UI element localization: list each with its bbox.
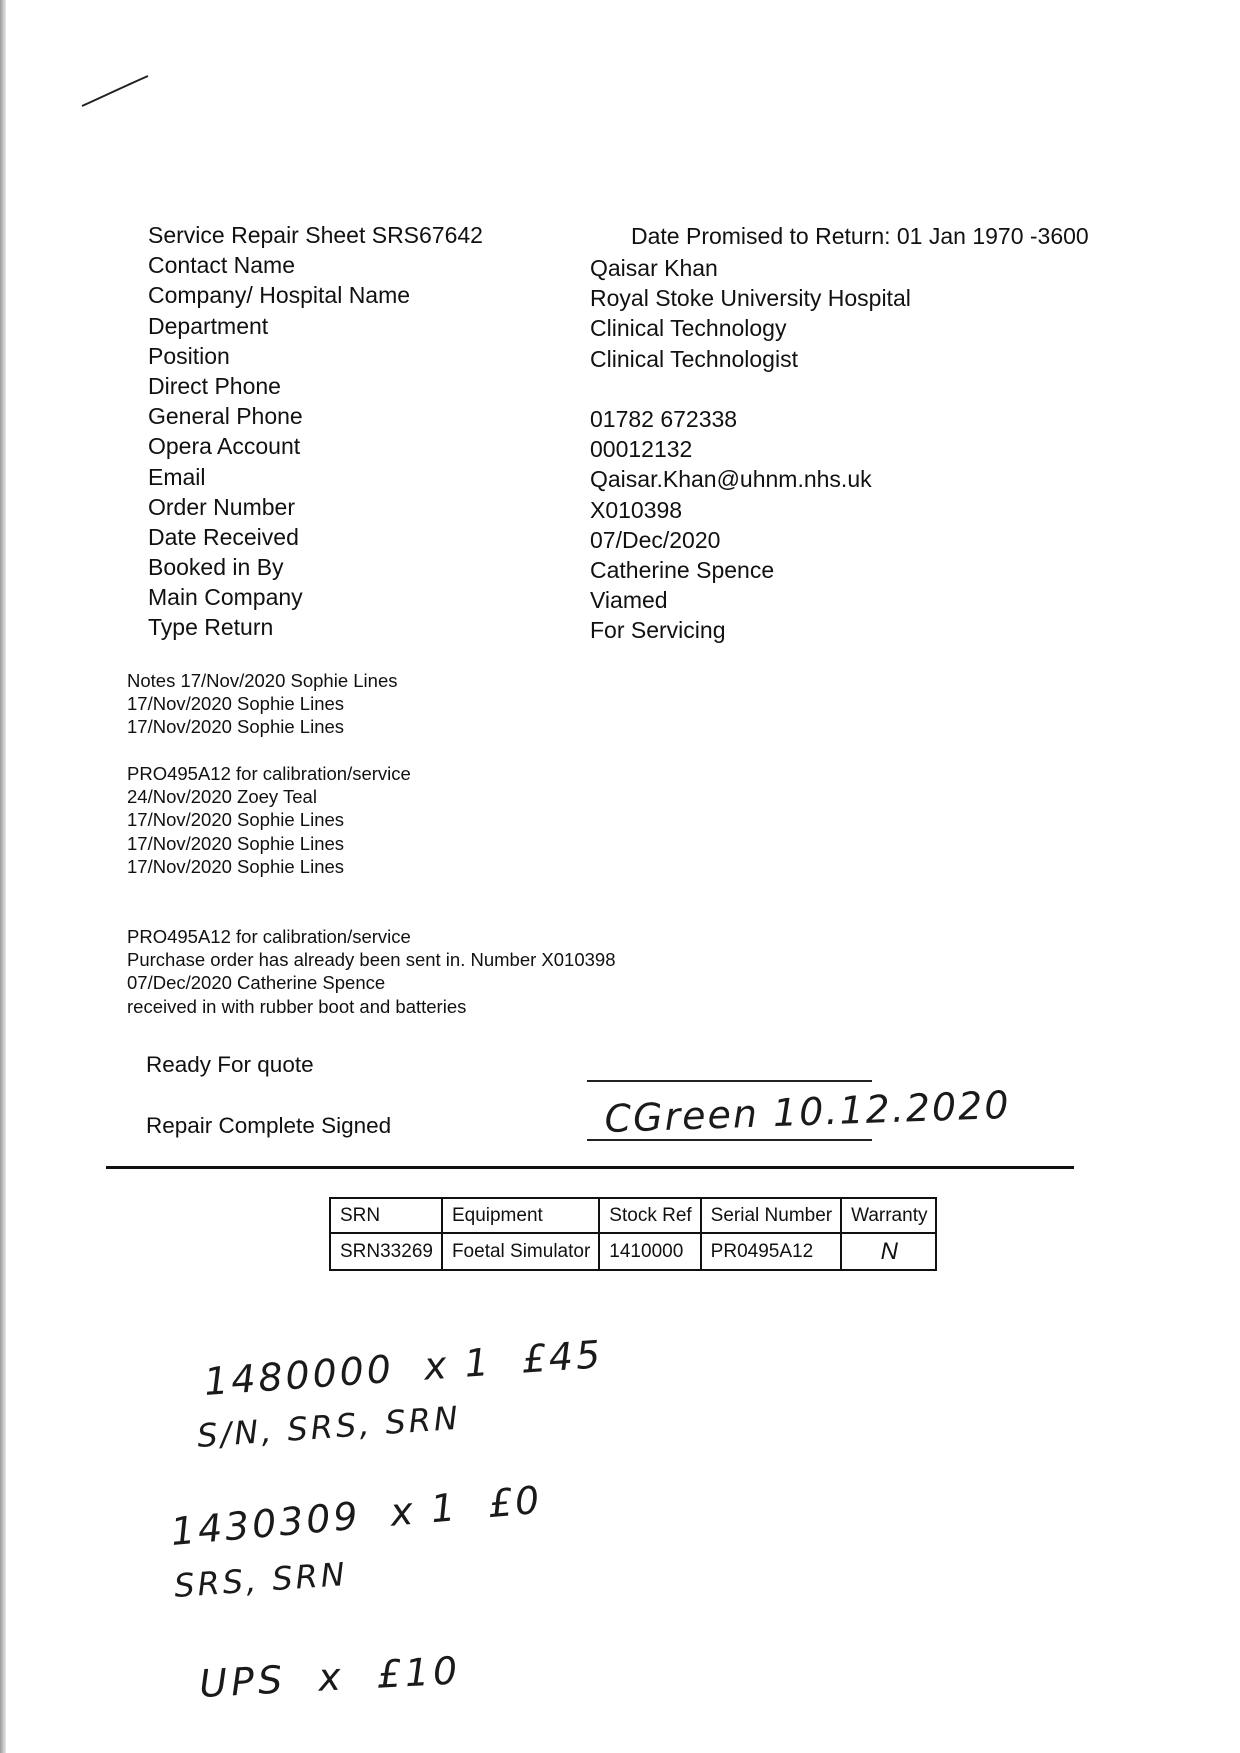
repair-signature: CGreen 10.12.2020 (603, 1082, 1012, 1141)
handwritten-line: 1430309 x 1 £0 (168, 1477, 545, 1554)
note-line: received in with rubber boot and batteries (127, 995, 467, 1017)
field-value: 00012132 (590, 436, 693, 463)
field-value: X010398 (590, 496, 683, 523)
field-value: Clinical Technologist (590, 345, 798, 372)
field-label: Contact Name (148, 252, 296, 279)
note-line: 17/Nov/2020 Sophie Lines (127, 809, 345, 831)
field-label: Position (148, 342, 230, 369)
note-line: 24/Nov/2020 Zoey Teal (127, 786, 317, 808)
note-line: 17/Nov/2020 Sophie Lines (127, 716, 345, 738)
field-label: Booked in By (148, 554, 284, 581)
note-line: PRO495A12 for calibration/service (127, 926, 411, 947)
table-cell: PR0495A12 (701, 1233, 841, 1270)
field-value: Viamed (590, 587, 668, 614)
field-value: 07/Dec/2020 (590, 526, 721, 553)
field-value: Royal Stoke University Hospital (590, 285, 911, 312)
field-label: General Phone (148, 403, 303, 430)
column-header: Stock Ref (599, 1198, 700, 1233)
equipment-table (329, 1197, 937, 1271)
column-header: Warranty (841, 1198, 936, 1233)
repair-complete-label: Repair Complete Signed (146, 1113, 392, 1138)
note-line: Notes 17/Nov/2020 Sophie Lines (127, 670, 398, 691)
field-label: Company/ Hospital Name (148, 282, 411, 309)
table-header-row (330, 1198, 936, 1233)
ready-for-quote-label: Ready For quote (146, 1052, 314, 1077)
note-line: 17/Nov/2020 Sophie Lines (127, 855, 345, 877)
table-cell: 1410000 (599, 1233, 700, 1270)
note-line: PRO495A12 for calibration/service (127, 763, 411, 784)
field-value: For Servicing (590, 617, 726, 644)
field-label: Order Number (148, 493, 295, 520)
note-line: Purchase order has already been sent in. Number X010398 (127, 949, 616, 971)
field-value: Clinical Technology (590, 315, 787, 342)
table-row (330, 1233, 936, 1270)
field-value: 01782 672338 (590, 405, 738, 432)
field-label: Date Received (148, 523, 299, 550)
sheet-label: Service Repair Sheet SRS67642 (148, 222, 483, 248)
table-cell: SRN33269 (330, 1233, 442, 1270)
handwritten-line: 1480000 x 1 £45 (202, 1332, 605, 1404)
field-label: Main Company (148, 584, 303, 611)
handwritten-note-3 (198, 1648, 462, 1706)
note-line: 17/Nov/2020 Sophie Lines (127, 832, 345, 854)
handwritten-note-2 (169, 1478, 544, 1605)
field-value: Qaisar.Khan@uhnm.nhs.uk (590, 466, 872, 493)
table-cell: N (841, 1233, 936, 1270)
field-label: Type Return (148, 614, 274, 641)
field-label: Opera Account (148, 433, 301, 460)
field-label: Direct Phone (148, 372, 281, 399)
field-value: Qaisar Khan (590, 255, 718, 281)
handwritten-line: S/N, SRS, SRN (195, 1398, 462, 1455)
note-line: 07/Dec/2020 Catherine Spence (127, 972, 386, 994)
field-label: Department (148, 312, 269, 339)
handwritten-line: SRS, SRN (172, 1554, 349, 1605)
section-divider (106, 1166, 1074, 1169)
date-promised: Date Promised to Return: 01 Jan 1970 -3600 (631, 223, 1089, 249)
handwritten-note-1 (196, 1332, 605, 1455)
column-header: Serial Number (701, 1198, 841, 1233)
note-line: 17/Nov/2020 Sophie Lines (127, 693, 345, 715)
handwritten-line: UPS x £10 (198, 1648, 463, 1706)
column-header: Equipment (442, 1198, 599, 1233)
column-header: SRN (330, 1198, 442, 1233)
field-value: Catherine Spence (590, 556, 775, 583)
field-label: Email (148, 463, 206, 490)
table-cell: Foetal Simulator (442, 1233, 599, 1270)
